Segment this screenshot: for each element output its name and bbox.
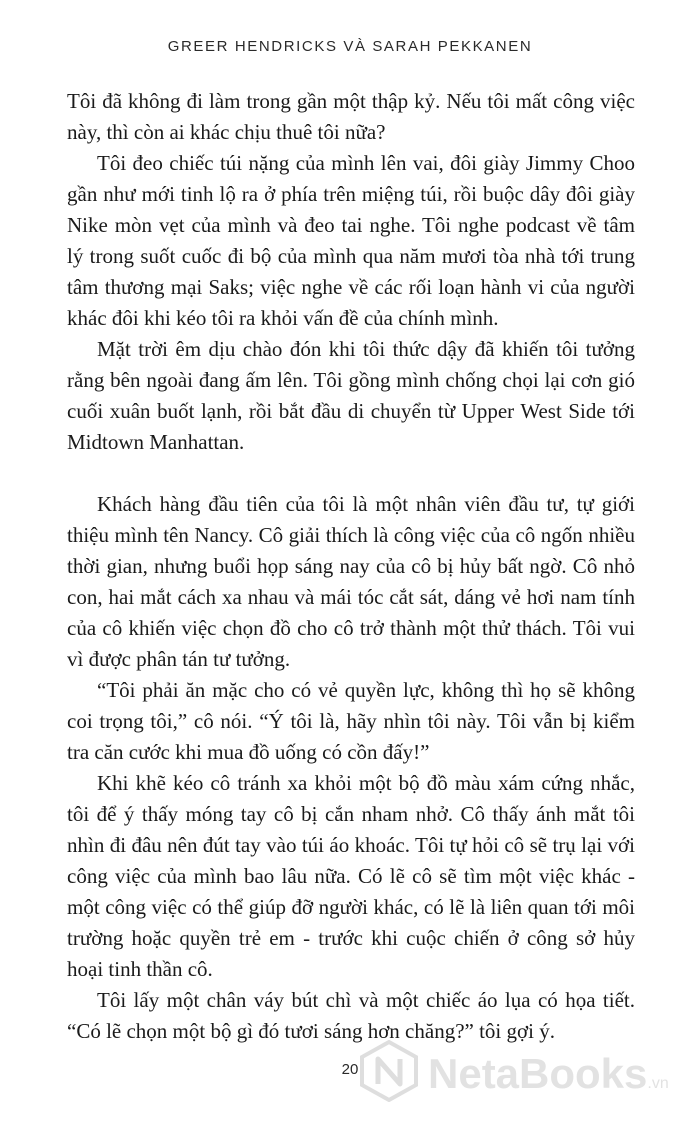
paragraph: Khi khẽ kéo cô tránh xa khỏi một bộ đồ màu xám cứng nhắc, tôi để ý thấy móng tay cô bị cắn nham nhở. Cô thấy ánh mắt tôi nhìn đi đâu nên đút tay vào túi áo khoác. Tôi tự hỏi cô sẽ trụ lại với công việc của mình bao lâu nữa. Có lẽ cô sẽ tìm một việc khác - một công việc có thể giúp đỡ người khác, có lẽ là liên quan tới môi trường hoặc quyền trẻ em - trước khi cuộc chiến ở công sở hủy hoại tinh thần cô.: [67, 771, 635, 981]
watermark-brand: NetaBooks: [428, 1050, 648, 1097]
watermark-suffix: .vn: [647, 1075, 669, 1092]
paragraph: Mặt trời êm dịu chào đón khi tôi thức dậy đã khiến tôi tưởng rằng bên ngoài đang ấm lên. Tôi gồng mình chống chọi lại cơn gió cuối xuân buốt lạnh, rồi bắt đầu di chuyển từ Upper West Side tới Midtown Manhattan.: [67, 337, 635, 454]
page-number: 20: [341, 1061, 359, 1078]
body-text: [67, 86, 635, 1047]
running-header: GREER HENDRICKS VÀ SARAH PEKKANEN: [167, 38, 533, 55]
paragraph: Tôi đã không đi làm trong gần một thập kỷ. Nếu tôi mất công việc này, thì còn ai khác chịu thuê tôi nữa?: [67, 89, 635, 144]
paragraph: Khách hàng đầu tiên của tôi là một nhân viên đầu tư, tự giới thiệu mình tên Nancy. Cô giải thích là công việc của cô ngốn nhiều thời gian, nhưng buổi họp sáng nay của cô bị hủy bất ngờ. Cô nhỏ con, hai mắt cách xa nhau và mái tóc cắt sát, dáng vẻ hơi nam tính của cô khiến việc chọn đồ cho cô trở thành một thử thách. Tôi vui vì được phân tán tư tưởng.: [67, 492, 635, 671]
paragraph: Tôi đeo chiếc túi nặng của mình lên vai, đôi giày Jimmy Choo gần như mới tinh lộ ra ở phía trên miệng túi, rồi buộc dây đôi giày Nike mòn vẹt của mình và đeo tai nghe. Tôi nghe podcast về tâm lý trong suốt cuốc đi bộ của mình qua năm mươi tòa nhà tới trung tâm thương mại Saks; việc nghe về các rối loạn hành vi của người khác đôi khi kéo tôi ra khỏi vấn đề của chính mình.: [67, 151, 635, 330]
paragraph: “Tôi phải ăn mặc cho có vẻ quyền lực, không thì họ sẽ không coi trọng tôi,” cô nói. “Ý tôi là, hãy nhìn tôi này. Tôi vẫn bị kiểm tra căn cước khi mua đồ uống có cồn đấy!”: [67, 678, 635, 764]
paragraph: Tôi lấy một chân váy bút chì và một chiếc áo lụa có họa tiết. “Có lẽ chọn một bộ gì đó tươi sáng hơn chăng?” tôi gợi ý.: [67, 988, 635, 1043]
